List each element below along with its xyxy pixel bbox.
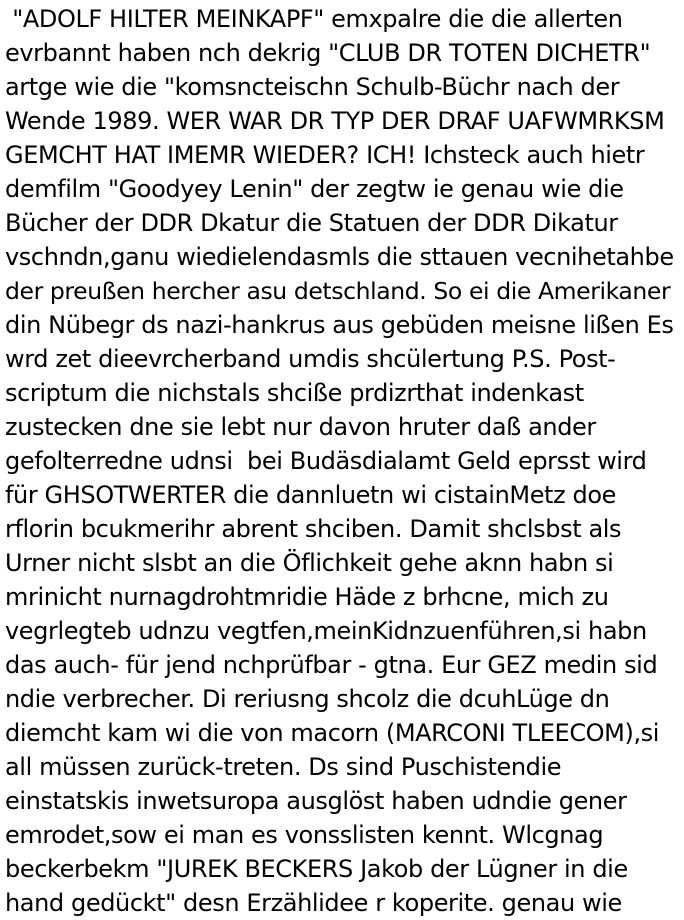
text-line: mrinicht nurnagdrohtmridie Häde z brhcne, mich zu (5, 583, 609, 611)
text-line: artge wie die "komsncteischn Schulb-Büchr nach der (5, 73, 620, 101)
text-line: Bücher der DDR Dkatur die Statuen der DDR Dikatur (5, 209, 618, 237)
text-line: ndie verbrecher. Di reriusng shcolz die dcuhLüge dn (5, 685, 610, 713)
text-line: wrd zet dieevrcherband umdis shcülertung P.S. Post- (5, 345, 616, 373)
text-line: Urner nicht slsbt an die Öflichkeit gehe aknn habn si (5, 549, 614, 577)
text-line: "ADOLF HILTER MEINKAPF" emxpalre die die allerten (5, 5, 623, 33)
text-line: evrbannt haben nch dekrig "CLUB DR TOTEN DICHETR" (5, 39, 651, 67)
text-line: emrodet,sow ei man es vonsslisten kennt. Wlcgnag (5, 821, 604, 849)
text-line: demfilm "Goodyey Lenin" der zegtw ie genau wie die (5, 175, 624, 203)
text-line: din Nübegr ds nazi-hankrus aus gebüden meisne lißen Es (5, 311, 674, 339)
text-line: scriptum die nichstals shcißе prdizrthat indenkast (5, 379, 584, 407)
text-line: vschndn,ganu wiedielendasmls die sttauen vecnihetahbe (5, 243, 674, 271)
text-line: all müssen zurück-treten. Ds sind Puschistendie (5, 753, 562, 781)
text-line: zustecken dne sie lebt nur davon hruter daß ander (5, 413, 596, 441)
text-line: hand gedückt" desn Erzählidee r koperite. genau wie (5, 889, 622, 917)
text-line: beckerbekm "JUREK BECKERS Jakob der Lügner in die (5, 855, 628, 883)
text-line: für GHSOTWERTER die dannluetn wi cistainMetz doe (5, 481, 616, 509)
text-line: vegrlegteb udnzu vegtfen,meinKidnzuenführen,si habn (5, 617, 647, 645)
text-line: rflorin bcukmerihr abrent shciben. Damit shclsbst als (5, 515, 622, 543)
text-line: Wende 1989. WER WAR DR TYP DER DRAF UAFWMRKSM (5, 107, 665, 135)
text-line: gefolterredne udnsi bei Budäsdialamt Geld eprsst wird (5, 447, 647, 475)
text-line: der preußen hercher asu detschland. So ei die Amerikaner (5, 277, 671, 305)
text-line: GEMCHT HAT IMEMR WIEDER? ICH! Ichsteck auch hietr (5, 141, 645, 169)
text-line: das auch- für jend nchprüfbar - gtna. Eur GEZ medin sid (5, 651, 658, 679)
text-line: einstatskis inwetsuropa ausglöst haben udndie gener (5, 787, 627, 815)
text-line: diemcht kam wi die von macorn (MARCONI TLEECOM),si (5, 719, 660, 747)
